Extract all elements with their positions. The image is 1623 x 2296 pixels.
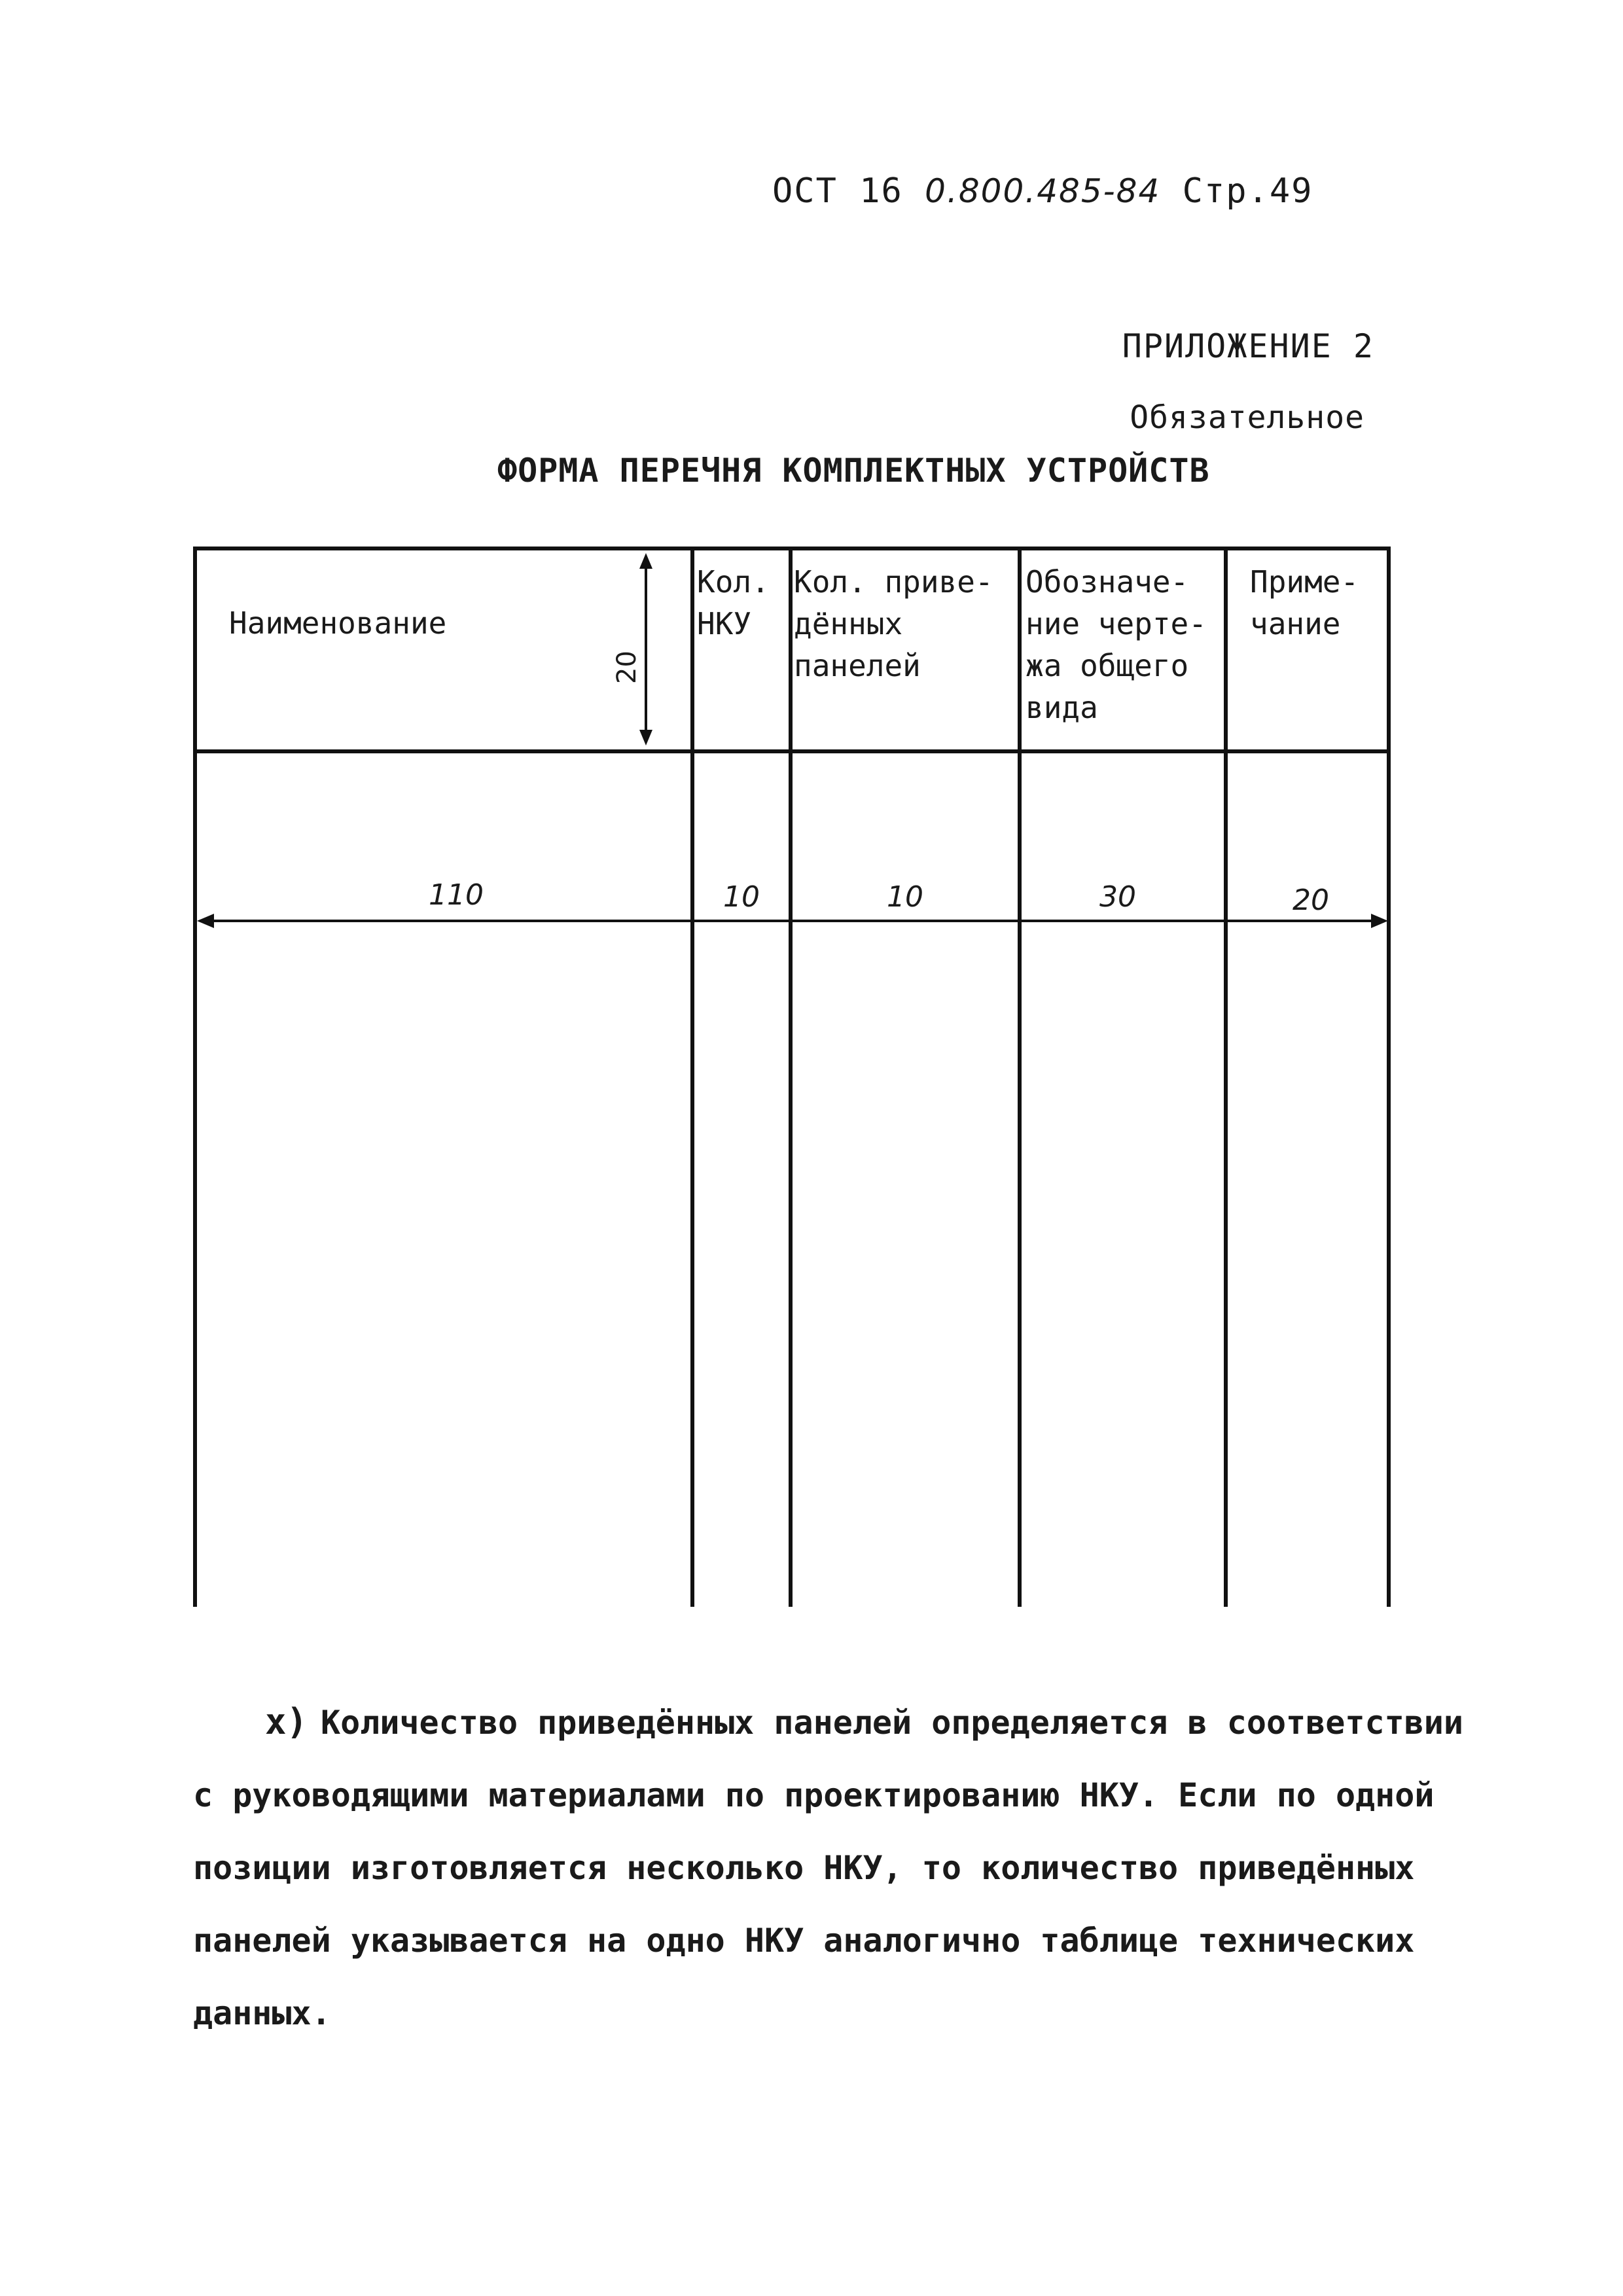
dimension-arrow-up-icon — [639, 553, 652, 569]
dimension-arrow-down-icon — [639, 730, 652, 745]
page-header — [772, 171, 1313, 211]
column-width-label-panels: 10 — [887, 880, 923, 914]
header-height-dimension-line — [645, 560, 647, 736]
form-title: ФОРМА ПЕРЕЧНЯ КОМПЛЕКТНЫХ УСТРОЙСТВ — [497, 452, 1210, 490]
footnote-marker: х) — [265, 1701, 308, 1742]
header-height-label: 20 — [612, 651, 642, 684]
table-right-border — [1387, 547, 1391, 1607]
table-left-border — [193, 547, 197, 1607]
footnote-line-1: х) Количество приведённых панелей определяется в соответствии — [265, 1701, 1463, 1742]
column-divider-4 — [1224, 547, 1228, 1607]
footnote-line-4: панелей указывается на одно НКУ аналогично таблице технических — [193, 1922, 1415, 1960]
width-dimension-line — [200, 920, 1384, 922]
appendix-status: Обязательное — [1130, 399, 1364, 436]
footnote-line-2: с руководящими материалами по проектированию НКУ. Если по одной — [193, 1776, 1435, 1814]
column-header-panel-count: Кол. приве- дённых панелей — [794, 564, 993, 683]
footnote — [193, 1685, 1463, 2050]
column-header-notes: Приме- чание — [1250, 564, 1359, 641]
appendix-title: ПРИЛОЖЕНИЕ 2 — [1122, 327, 1374, 365]
column-header-drawing-designation: Обозначе- ние черте- жа общего вида — [1026, 564, 1207, 725]
footnote-line-5: данных. — [193, 1994, 331, 2032]
column-width-label-name: 110 — [429, 878, 484, 912]
column-header-name: Наименование — [229, 605, 447, 641]
standard-prefix: ОСТ 16 — [772, 171, 903, 211]
column-width-label-notes: 20 — [1293, 884, 1329, 917]
column-divider-3 — [1018, 547, 1022, 1607]
column-width-label-nku: 10 — [723, 880, 760, 914]
dimension-arrow-left-icon — [197, 914, 214, 928]
standard-number: 0.800.485-84 — [925, 172, 1161, 210]
column-width-label-drawing: 30 — [1099, 880, 1136, 914]
column-header-nku-count: Кол. НКУ — [697, 564, 770, 641]
devices-list-table — [193, 547, 1391, 1607]
column-divider-2 — [789, 547, 793, 1607]
footnote-line-3: позиции изготовляется несколько НКУ, то количество приведённых — [193, 1849, 1415, 1887]
page-number: Стр.49 — [1182, 171, 1313, 211]
dimension-arrow-right-icon — [1371, 914, 1388, 928]
column-divider-1 — [690, 547, 694, 1607]
